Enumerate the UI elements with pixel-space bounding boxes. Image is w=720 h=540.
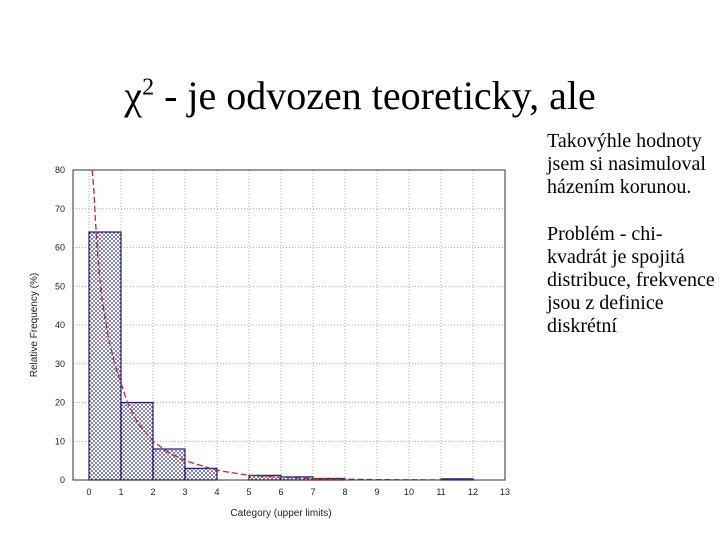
title-superscript: 2 — [142, 74, 155, 101]
y-tick-label: 40 — [54, 320, 65, 330]
x-tick-label: 8 — [342, 487, 348, 497]
x-tick-label: 9 — [374, 487, 380, 497]
x-tick-label: 11 — [436, 487, 446, 497]
y-tick-label: 80 — [54, 165, 65, 175]
x-tick-label: 6 — [278, 487, 284, 497]
x-tick-label: 13 — [499, 487, 511, 497]
side-notes — [547, 130, 717, 362]
histogram-bar — [185, 468, 217, 480]
x-tick-label: 4 — [214, 487, 220, 497]
x-tick-label: 2 — [150, 487, 156, 497]
x-tick-label: 12 — [467, 487, 479, 497]
x-tick-label: 10 — [403, 487, 415, 497]
histogram-bar — [89, 232, 121, 480]
y-tick-label: 20 — [54, 397, 65, 408]
x-tick-label: 7 — [310, 487, 316, 497]
histogram-chart — [25, 160, 517, 523]
note-simulation: Takovýhle hodnoty jsem si nasimuloval házením korunou. — [547, 130, 706, 198]
y-tick-label: 60 — [54, 242, 65, 253]
x-tick-label: 3 — [182, 487, 188, 497]
x-tick-label: 0 — [86, 487, 92, 497]
y-axis-label: Relative Frequency (%) — [29, 272, 40, 378]
x-tick-label: 5 — [246, 487, 252, 497]
y-tick-label: 70 — [54, 203, 65, 214]
note-problem: Problém - chi-kvadrát je spojitá distribuce, frekvence jsou z definice diskrétní — [547, 223, 715, 337]
title-text: - je odvozen teoreticky, ale — [154, 73, 596, 118]
y-tick-label: 10 — [54, 436, 65, 447]
y-tick-label: 0 — [59, 475, 65, 485]
x-axis-label: Category (upper limits) — [230, 508, 332, 519]
chi-symbol: χ — [124, 73, 143, 118]
slide-title — [0, 72, 720, 119]
histogram-bar — [121, 403, 153, 481]
y-tick-label: 30 — [54, 358, 65, 369]
x-tick-label: 1 — [118, 487, 124, 497]
y-tick-label: 50 — [54, 281, 65, 292]
chart-svg — [25, 160, 517, 523]
histogram-bar — [153, 449, 185, 480]
